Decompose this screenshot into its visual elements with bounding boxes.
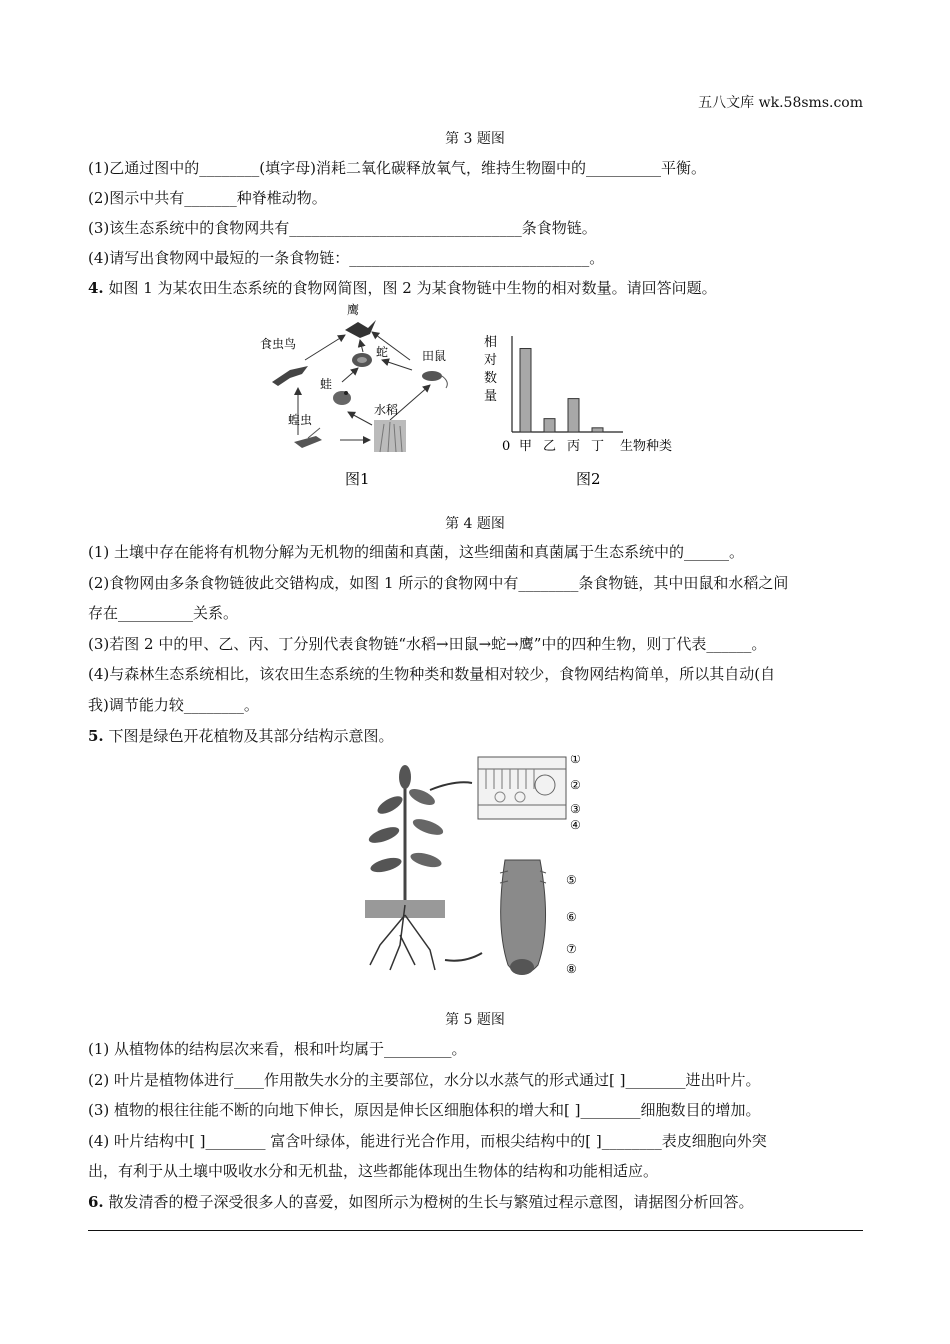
q6-stem-text: 散发清香的橙子深受很多人的喜爱，如图所示为橙树的生长与繁殖过程示意图，请据图分析回答。 xyxy=(103,1193,754,1211)
tick-label-丙: 丙 xyxy=(566,439,581,454)
plant-icon xyxy=(367,765,445,905)
header-watermark: 五八文库 wk.58sms.com xyxy=(698,95,863,111)
q4-line-3: 存在__________关系。 xyxy=(88,604,239,622)
leaf-label-3: ③ xyxy=(570,802,581,816)
label-frog: 蛙 xyxy=(320,377,333,391)
mouse-icon xyxy=(422,371,447,388)
label-snake: 蛇 xyxy=(376,345,389,359)
bar-甲 xyxy=(520,349,531,432)
tick-label-乙: 乙 xyxy=(542,439,557,454)
q4-line-6: 我)调节能力较________。 xyxy=(88,696,259,714)
q5-stem-text: 下图是绿色开花植物及其部分结构示意图。 xyxy=(103,727,394,745)
hawk-icon xyxy=(345,320,376,338)
fig2-label: 图2 xyxy=(576,470,601,488)
q3-line-3: (3)该生态系统中的食物网共有_______________________________条食物链。 xyxy=(88,219,597,237)
label-rice: 水稻 xyxy=(374,403,399,417)
q4-number: 4. xyxy=(88,279,104,297)
q3-line-1: (1)乙通过图中的________(填字母)消耗二氧化碳释放氧气，维持生物圈中的__________平衡。 xyxy=(88,159,706,177)
chart-ylabel xyxy=(484,334,497,404)
q4-line-4: (3)若图 2 中的甲、乙、丙、丁分别代表食物链“水稻→田鼠→蛇→鹰”中的四种生物，则丁代表______。 xyxy=(88,635,767,653)
q5-line-4: (4) 叶片结构中[ ]________ 富含叶绿体，能进行光合作用，而根尖结构中的[ ]________表皮细胞向外突 xyxy=(88,1132,767,1150)
tick-label-甲: 甲 xyxy=(518,439,533,454)
root-label-8: ⑧ xyxy=(566,962,577,976)
footer-rule xyxy=(88,1230,863,1231)
bird-icon xyxy=(272,366,308,386)
ylabel-char-4: 量 xyxy=(484,389,498,404)
label-mouse: 田鼠 xyxy=(422,349,447,363)
arrow-to-root-icon xyxy=(445,953,482,961)
root-labels xyxy=(566,873,577,976)
q5-stem xyxy=(88,726,393,746)
label-bird: 食虫鸟 xyxy=(260,337,297,351)
q5-line-2: (2) 叶片是植物体进行____作用散失水分的主要部位，水分以水蒸气的形式通过[ ]________进出叶片。 xyxy=(88,1071,761,1089)
q3-line-2: (2)图示中共有_______种脊椎动物。 xyxy=(88,189,327,207)
food-web-figure xyxy=(250,300,480,495)
root-label-7: ⑦ xyxy=(566,942,577,956)
leaf-labels xyxy=(570,755,581,832)
q4-caption: 第 4 题图 xyxy=(445,516,505,532)
snake-icon xyxy=(352,353,372,367)
q5-caption: 第 5 题图 xyxy=(445,1012,505,1028)
leaf-label-2: ② xyxy=(570,778,581,792)
bar-乙 xyxy=(544,419,555,432)
label-locust: 蝗虫 xyxy=(288,413,313,427)
q5-line-5: 出，有利于从土壤中吸收水分和无机盐，这些都能体现出生物体的结构和功能相适应。 xyxy=(88,1162,659,1180)
relative-quantity-chart xyxy=(478,328,698,493)
bar-丙 xyxy=(568,399,579,432)
ylabel-char-1: 相 xyxy=(484,335,498,350)
frog-icon xyxy=(333,391,351,405)
q3-caption: 第 3 题图 xyxy=(445,131,505,147)
label-hawk: 鹰 xyxy=(347,303,360,317)
q5-line-3: (3) 植物的根往往能不断的向地下伸长，原因是伸长区细胞体积的增大和[ ]________细胞数目的增加。 xyxy=(88,1101,761,1119)
chart-xlabel: 生物种类 xyxy=(620,439,673,454)
food-web-arrows xyxy=(298,332,430,440)
bar-丁 xyxy=(592,428,603,432)
q4-line-5: (4)与森林生态系统相比，该农田生态系统的生物种类和数量相对较少，食物网结构简单，所以其自动(自 xyxy=(88,665,776,683)
leaf-cross-section-icon xyxy=(478,757,566,819)
q6-number: 6. xyxy=(88,1193,104,1211)
leaf-label-1: ① xyxy=(570,755,581,766)
ylabel-char-2: 对 xyxy=(484,353,498,368)
root-tip-icon xyxy=(500,860,546,975)
q4-stem-text: 如图 1 为某农田生态系统的食物网简图，图 2 为某食物链中生物的相对数量。请回答问题。 xyxy=(103,279,717,297)
leaf-label-4: ④ xyxy=(570,818,581,832)
fig1-label: 图1 xyxy=(345,470,370,488)
ylabel-char-3: 数 xyxy=(484,371,498,386)
chart-origin: 0 xyxy=(502,439,511,454)
root-label-6: ⑥ xyxy=(566,910,577,924)
q5-number: 5. xyxy=(88,727,104,745)
q3-line-4: (4)请写出食物网中最短的一条食物链：________________________________。 xyxy=(88,249,605,267)
q6-stem xyxy=(88,1192,753,1212)
plant-structure-figure xyxy=(360,755,590,990)
tick-label-丁: 丁 xyxy=(590,439,605,454)
rice-icon xyxy=(374,420,406,452)
q4-line-1: (1) 土壤中存在能将有机物分解为无机物的细菌和真菌，这些细菌和真菌属于生态系统中的______。 xyxy=(88,543,745,561)
q4-line-2: (2)食物网由多条食物链彼此交错构成，如图 1 所示的食物网中有________条食物链，其中田鼠和水稻之间 xyxy=(88,574,789,592)
root-label-5: ⑤ xyxy=(566,873,577,887)
arrow-to-leaf-icon xyxy=(430,782,472,790)
q4-stem xyxy=(88,278,717,298)
q5-line-1: (1) 从植物体的结构层次来看，根和叶均属于_________。 xyxy=(88,1040,467,1058)
